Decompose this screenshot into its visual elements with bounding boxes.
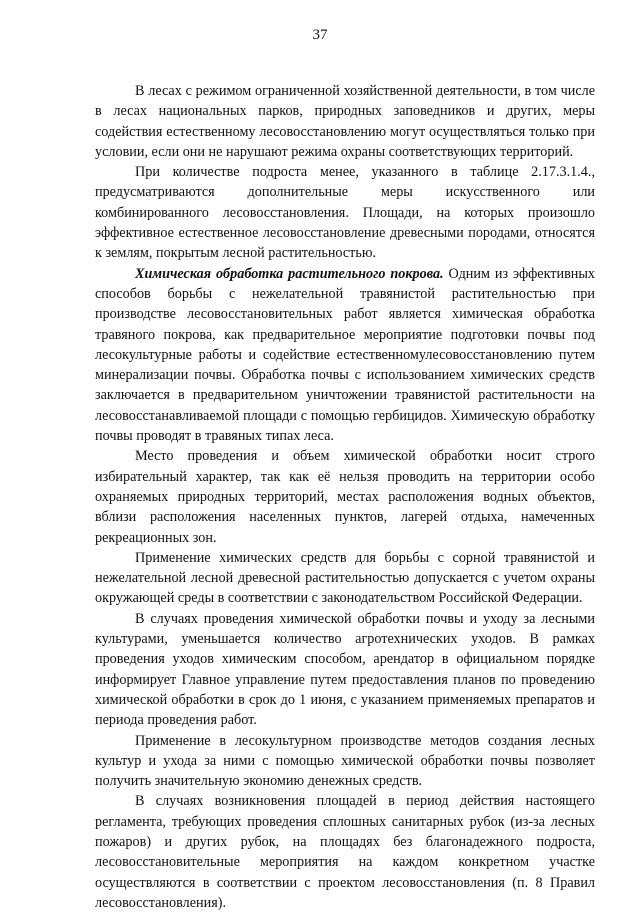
paragraph-chemical-use: Применение химических средств для борьбы с сорной травянистой и нежелательной лесной древесной растительностью допускается с учетом охраны окружающей среды в соответствии с законодательством Российской Федерации. <box>95 549 595 607</box>
paragraph-clear-cutting: В случаях возникновения площадей в период действия настоящего регламента, требующих проведения сплошных санитарных рубок (из-за лесных пожаров) и других рубок, на площадях без благонадежного подроста, лесовосстановительные мероприятия на каждом конкретном участке осуществляются в соответствии с проектом лесовосстановления (п. 8 Правил лесовосстановления). <box>95 793 595 911</box>
paragraph-economy: Применение в лесокультурном производстве методов создания лесных культур и ухода за ними с помощью химической обработки почвы позволяет получить значительную экономию денежных средств. <box>95 732 595 790</box>
section-heading-chemical-treatment: Химическая обработка растительного покрова. <box>135 265 444 282</box>
paragraph-chemical-treatment <box>95 264 595 447</box>
paragraph-restricted-forests: В лесах с режимом ограниченной хозяйственной деятельности, в том числе в лесах национальных парков, природных заповедников и других, меры содействия естественному лесовосстановлению могут осуществляться только при условии, если они не нарушают режима охраны соответствующих территорий. <box>95 83 595 160</box>
paragraph-tenant-reporting: В случаях проведения химической обработки почвы и уходу за лесными культурами, уменьшается количество агротехнических уходов. В рамках проведения уходов химическим способом, арендатор в официальном порядке информирует Главное управление путем предоставления планов по проведению химической обработки в срок до 1 июня, с указанием применяемых препаратов и периода проведения работ. <box>95 610 595 729</box>
paragraph-treatment-location: Место проведения и объем химической обработки носит строго избирательный характер, так как её нельзя проводить на территории особо охраняемых природных территорий, местах расположения водных объектов, вблизи расположения населенных пунктов, лагерей отдыха, намеченных рекреационных зон. <box>95 448 595 546</box>
page-number: 37 <box>312 27 328 43</box>
document-body <box>95 81 595 913</box>
section-text-chemical-treatment: Одним из эффективных способов борьбы с нежелательной травянистой растительностью при производстве лесовосстановительных работ является химическая обработка травяного покрова, как предварительное мероприятие подготовки почвы под лесокультурные работы и содействие естественномулесовосстановлению путем минерализации почвы. Обработка почвы с использованием химических средств заключается в предварительном уничтожении травянистой растительности на лесовосстанавливаемой площади с помощью гербицидов. Химическую обработку почвы проводят в травяных типах леса. <box>95 265 595 445</box>
paragraph-undergrowth-count: При количестве подроста менее, указанного в таблице 2.17.3.1.4., предусматриваются дополнительные меры искусственного или комбинированного лесовосстановления. Площади, на которых произошло эффективное естественное лесовосстановление древесными породами, относятся к землям, покрытым лесной растительностью. <box>95 164 595 262</box>
